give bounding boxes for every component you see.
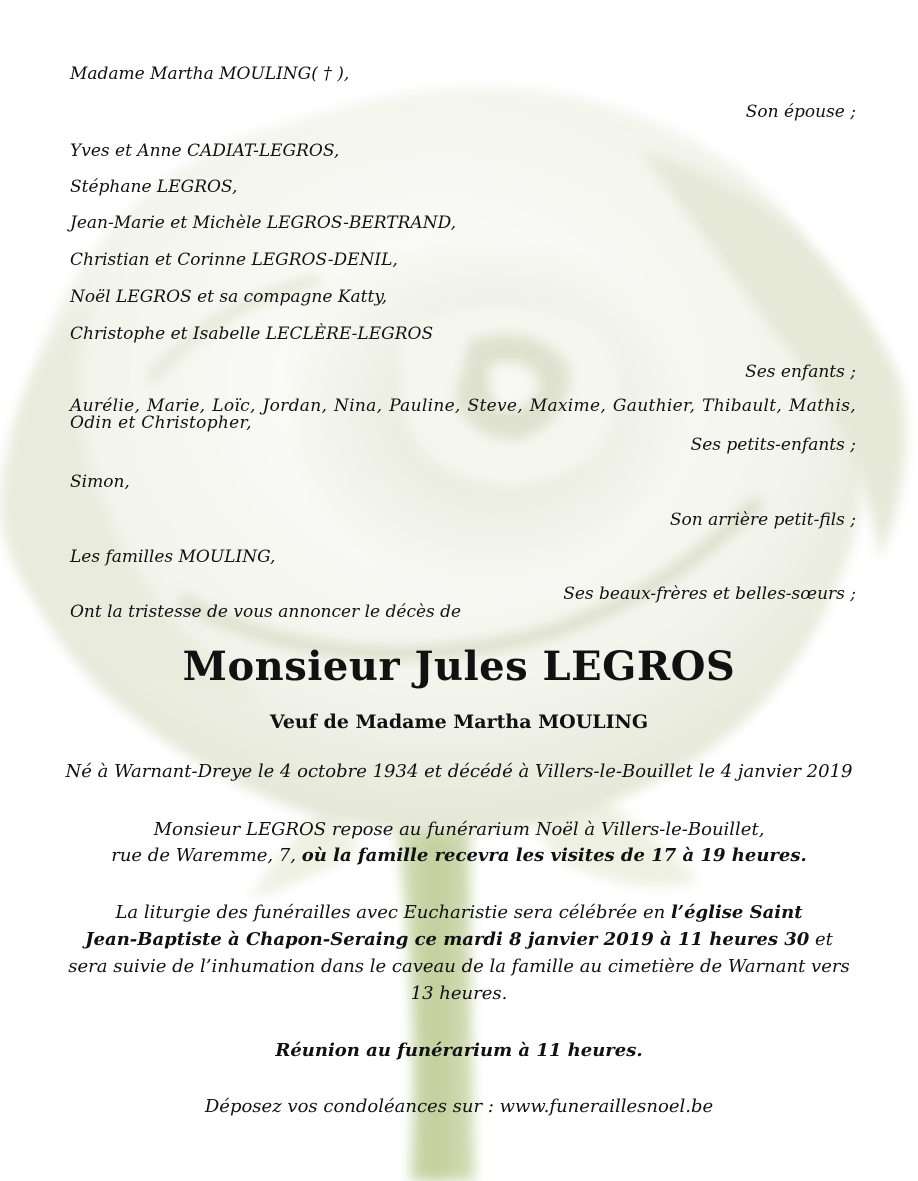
child-line: Christian et Corinne LEGROS-DENIL,: [70, 250, 398, 270]
birth-death-dates: Né à Warnant-Dreye le 4 octobre 1934 et décédé à Villers-le-Bouillet le 4 janvier 2019: [65, 761, 853, 782]
child-line: Yves et Anne CADIAT-LEGROS,: [70, 141, 340, 161]
visitation-line-2: [0, 846, 918, 866]
child-line: Noël LEGROS et sa compagne Katty,: [70, 287, 388, 307]
reunion-note: Réunion au funérarium à 11 heures.: [275, 1040, 643, 1061]
cross-icon: ( † ),: [311, 64, 350, 84]
funeral-conj: et: [809, 929, 833, 950]
spouse-line: [70, 64, 349, 84]
deceased-name: Monsieur Jules LEGROS: [182, 643, 736, 690]
visitation-line-1: Monsieur LEGROS repose au funérarium Noël à Villers-le-Bouillet,: [153, 819, 765, 840]
child-line: Stéphane LEGROS,: [70, 177, 238, 197]
condolences-note: Déposez vos condoléances sur : www.funeraillesnoel.be: [204, 1096, 714, 1117]
funeral-line-3: sera suivie de l’inhumation dans le caveau de la famille au cimetière de Warnant vers: [68, 956, 850, 977]
child-line: Christophe et Isabelle LECLÈRE-LEGROS: [70, 324, 434, 344]
grandchildren-role: Ses petits-enfants ;: [690, 435, 856, 455]
in-laws-role: Ses beaux-frères et belles-sœurs ;: [563, 584, 856, 604]
families-line: Les familles MOULING,: [70, 547, 276, 567]
great-grandchild-role: Son arrière petit-fils ;: [669, 510, 856, 530]
great-grandchild-name: Simon,: [70, 472, 130, 492]
visitation-hours: où la famille recevra les visites de 17 à 19 heures.: [301, 845, 807, 866]
funeral-line-4: 13 heures.: [410, 983, 508, 1004]
funeral-line-1: [0, 903, 918, 923]
child-line: Jean-Marie et Michèle LEGROS-BERTRAND,: [70, 213, 456, 233]
funeral-church: l’église Saint: [670, 902, 803, 923]
announcement-intro: Ont la tristesse de vous annoncer le décès de: [70, 602, 462, 622]
widower-of: Veuf de Madame Martha MOULING: [269, 711, 649, 733]
funeral-liturgy: La liturgie des funérailles avec Eucharistie sera célébrée en: [115, 902, 671, 923]
spouse-name: Madame Martha MOULING: [70, 64, 312, 84]
funeral-line-2: [0, 930, 918, 950]
visitation-address: rue de Waremme, 7,: [111, 845, 302, 866]
grandchildren-list: Aurélie, Marie, Loïc, Jordan, Nina, Pauline, Steve, Maxime, Gauthier, Thibault, Mathis, Odin et Christopher,: [70, 396, 856, 433]
children-role: Ses enfants ;: [745, 362, 856, 382]
funeral-date-time: Jean-Baptiste à Chapon-Seraing ce mardi 8 janvier 2019 à 11 heures 30: [85, 929, 810, 950]
spouse-role: Son épouse ;: [745, 102, 856, 122]
